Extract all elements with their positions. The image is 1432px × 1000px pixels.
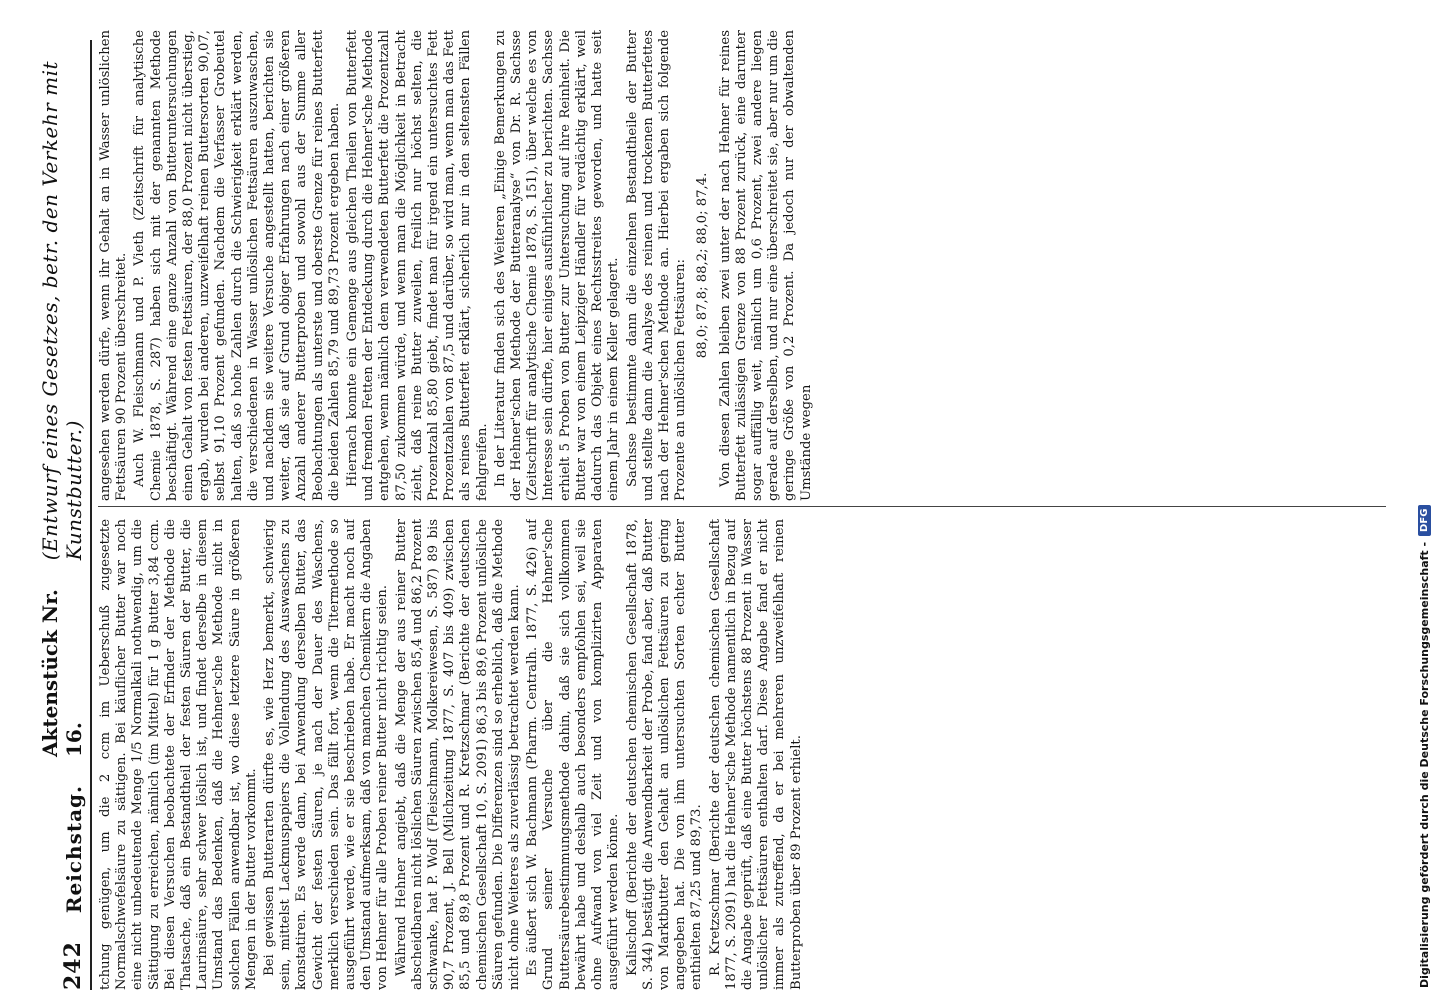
number-series: 88,0; 87,8; 88,2; 88,0; 87,4. xyxy=(695,172,711,359)
running-title: Reichstag. xyxy=(62,784,86,914)
paragraph: Kalischoff (Berichte der deutschen chemischen Gesellschaft 1878, S. 344) bestätigt die Anwendbarkeit der Probe, fand aber, daß Butter von Marktbutter den Gehalt an unlöslichen Fettsäuren zu gering angegeben hat. Die von ihm untersuchten Sorten echter Butter enthielten 87,25 und 89,73. xyxy=(624,519,705,990)
paragraph: Von diesen Zahlen bleiben zwei unter der nach Hehner für reines Butterfett zulässigen Grenze von 88 Prozent zurück, eine darunter sogar auffällig weit, nämlich um 0,6 Prozent, zwei andere liegen gerade auf derselben, und nur eine überschreitet sie, aber nur um die geringe Größe von 0,2 Prozent. Da jedoch nur der obwaltenden Umstände wegen xyxy=(717,30,814,501)
paragraph: In der Literatur finden sich des Weiteren „Einige Bemerkungen zu der Hehner'schen Methode der Butteranalyse“ von Dr. R. Sachsse (Zeitschrift für analytische Chemie 1878, S. 151), über welche es von Interesse sein dürfte, hier einiges ausführlicher zu berichten. Sachsse erhielt 5 Proben von Butter zur Untersuchung auf ihre Reinheit. Die Butter war von einem Leipziger Händler für verdächtig erklärt, weil dadurch das Objekt eines Rechtsstreites geworden, und hatte seit einem Jahr in einem Keller gelagert. xyxy=(492,30,622,501)
right-column xyxy=(98,30,1386,501)
paragraph: Während Hehner angiebt, daß die Menge der aus reiner Butter abscheidbaren nicht löslichen Säuren zwischen 85,4 und 86,2 Prozent schwanke, hat P. Wolf (Fleischmann, Molkereiwesen, S. 587) 89 bis 90,7 Prozent, J. Bell (Milchzeitung 1877, S. 407 bis 409) zwischen 85,5 und 89,8 Prozent und R. Kretzschmar (Berichte der deutschen chemischen Gesellschaft 10, S. 2091) 86,3 bis 89,6 Prozent unlösliche Säuren gefunden. Die Differenzen sind so erheblich, daß die Methode nicht ohne Weiteres als zuverlässig betrachtet werden kann. xyxy=(393,519,523,990)
page-header xyxy=(36,40,92,990)
left-column xyxy=(98,519,1386,990)
paragraph: R. Kretzschmar (Berichte der deutschen chemischen Gesellschaft 1877, S. 2091) hat die Hehner'sche Methode namentlich in Bezug auf die Angabe geprüft, daß eine Butter höchstens 88 Prozent in Wasser unlöslicher Fettsäuren enthalten darf. Diese Angabe fand er nicht immer als zutreffend, da er bei mehreren unzweifelhaft reinen Butterproben über 89 Prozent erhielt. xyxy=(707,519,804,990)
paragraph: Sachsse bestimmte dann die einzelnen Bestandtheile der Butter und stellte dann die Analyse des reinen und trockenen Butterfettes nach der Hehner'schen Methode an. Hierbei ergaben sich folgende Prozente an unlöslichen Fettsäuren: xyxy=(624,30,689,501)
credit-text: Digitalisierung gefördert durch die Deutsche Forschungsgemeinschaft - xyxy=(1418,541,1431,988)
document-label: Aktenstück Nr. 16. xyxy=(38,589,86,757)
digitization-credit xyxy=(1400,0,1432,1000)
paragraph: tchung genügen, um die 2 ccm im Ueberschuß zugesetzte Normalschwefelsäure zu sättigen. Bei käuflicher Butter war noch eine nicht unbedeutende Menge 1/5 Normalkali nothwendig, um die Sättigung zu erreichen, nämlich (im Mittel) für 1 g Butter 3,84 ccm. Bei diesen Versuchen beobachtete der Erfinder der Methode die Thatsache, daß ein Bestandtheil der festen Säuren der Butter, die Laurinsäure, sehr schwer löslich ist, und findet derselbe in diesem Umstand das Bedenken, daß die Hehner'sche Methode nicht in solchen Fällen anwendbar ist, wo diese letztere Säure in größeren Mengen in der Butter vorkommt. xyxy=(98,519,259,990)
credit-line xyxy=(1418,128,1431,988)
header-subject: (Entwurf eines Gesetzes, betr. den Verkehr mit Kunstbutter.) xyxy=(38,60,86,561)
rotated-page-content xyxy=(16,0,1416,1000)
paragraph: Es äußert sich W. Bachmann (Pharm. Centralh. 1877, S. 426) auf Grund seiner Versuche über die Hehner'sche Buttersäurebestimmungsmethode dahin, daß sie sich vollkommen bewährt habe und deshalb auch besonders empfohlen sei, weil sie ohne Aufwand von viel Zeit und von komplizirten Apparaten ausgeführt werden könne. xyxy=(525,519,622,990)
text-columns xyxy=(98,30,1386,990)
page-number: 242 xyxy=(60,941,86,990)
paragraph: Bei gewissen Butterarten dürfte es, wie Herz bemerkt, schwierig sein, mittelst Lackmuspapiers die Vollendung des Auswaschens zu konstatiren. Es werde dann, bei Anwendung derselben Butter, das Gewicht der festen Säuren, je nach der Dauer des Waschens, merklich verschieden sein. Das fällt fort, wenn die Titermethode so ausgeführt werde, wie er sie beschrieben habe. Er macht noch auf den Umstand aufmerksam, daß von manchen Chemikern die Angaben von Hehner für alle Proben reiner Butter nicht richtig seien. xyxy=(262,519,391,990)
paragraph: Auch W. Fleischmann und P. Vieth (Zeitschrift für analytische Chemie 1878, S. 287) haben sich mit der genannten Methode beschäftigt. Während eine ganze Anzahl von Butteruntersuchungen einen Gehalt von festen Fettsäuren, der 88,0 Prozent nicht überstieg, ergab, wurden bei anderen, unzweifelhaft reinen Buttersorten 90,07, selbst 91,10 Prozent gefunden. Nachdem die Verfasser Grobeutel halten, daß so hohe Zahlen durch die Schwierigkeit erklärt werden, die verschiedenen in Wasser unlöslichen Fettsäuren auszuwaschen, und nachdem sie weitere Versuche angestellt hatten, berichten sie weiter, daß sie auf Grund obiger Erfahrungen nach einer größeren Anzahl anderer Butterproben und sowohl aus der Summe aller Beobachtungen als unterste und oberste Grenze für reines Butterfett die beiden Zahlen 85,79 und 89,73 Prozent ergeben haben. xyxy=(132,30,342,501)
paragraph: angesehen werden dürfe, wenn ihr Gehalt an in Wasser unlöslichen Fettsäuren 90 Prozent überschreitet. xyxy=(98,30,130,501)
paragraph: Hiernach konnte ein Gemenge aus gleichen Theilen von Butterfett und fremden Fetten der Entdeckung durch die Hehner'sche Methode entgehen, wenn nämlich dem verwendeten Butterfett die Prozentzahl 87,50 zukommen würde, und wenn man die Möglichkeit in Betracht zieht, daß reine Butter zuweilen, freilich nur höchst selten, die Prozentzahl 85,80 giebt, findet man für irgend ein untersuchtes Fett Prozentzahlen von 87,5 und darüber, so wird man, wenn man das Fett als reines Butterfett erklärt, sicherlich nur in den seltensten Fällen fehlgreifen. xyxy=(345,30,490,501)
dfg-logo: DFG xyxy=(1418,505,1431,536)
